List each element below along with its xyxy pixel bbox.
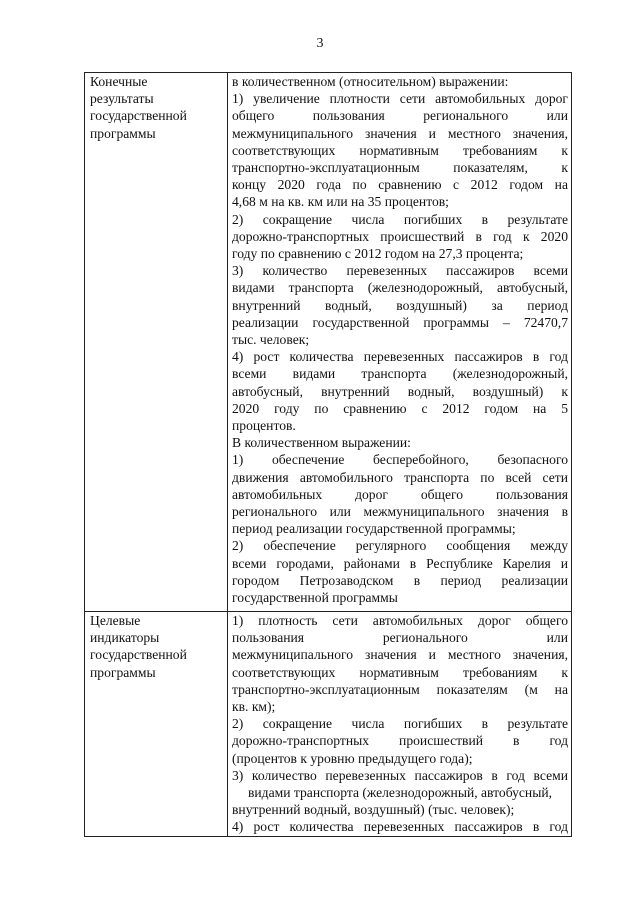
content-line: соответствующих нормативным требованиям к [232, 664, 568, 680]
content-line: видами транспорта (железнодорожный, автобусный, [232, 280, 568, 296]
content-line: период реализации государственной программы; [232, 521, 516, 537]
page-number: 3 [316, 36, 324, 51]
row-content-cell [228, 612, 572, 837]
content-line: всеми городами, районами в Республике Карелия и [232, 555, 568, 571]
content-line: видами транспорта (железнодорожный, автобусный, [247, 785, 553, 801]
content-line: регионального или межмуниципального значения в [232, 504, 568, 520]
row-label-line: Целевые [90, 613, 141, 628]
content-line: внутренний водный, воздушный) (тыс. человек); [232, 802, 515, 818]
row-label-line: государственной [90, 108, 187, 124]
row-label-line: индикаторы [90, 630, 160, 646]
content-line: 3) количество перевезенных пассажиров всеми [232, 263, 568, 279]
program-passport-table [84, 72, 572, 837]
content-line: межмуниципального значения и местного значения, [232, 125, 568, 141]
content-line: (процентов к уровню предыдущего года); [232, 750, 473, 766]
row-label-cell [85, 73, 228, 612]
content-line: 2) сокращение числа погибших в результате [232, 211, 568, 227]
content-line: концу 2020 года по сравнению с 2012 годом на [232, 177, 568, 193]
row-label-line: программы [90, 664, 156, 680]
row-label-line: результаты [90, 91, 154, 107]
content-line: общего пользования регионального или [232, 108, 568, 124]
content-line: 4) рост количества перевезенных пассажиров в год [232, 349, 568, 365]
content-line: дорожно-транспортных происшествий в год к 2020 [232, 228, 568, 244]
content-line: реализации государственной программы – 72470,7 [232, 314, 568, 330]
content-line: 4,68 м на кв. км или на 35 процентов; [232, 194, 449, 210]
content-line: городом Петрозаводском в период реализации [232, 572, 568, 588]
row-label-line: Конечные [90, 74, 148, 89]
content-line: транспортно-эксплуатационным показателям (м на [232, 681, 568, 697]
content-line: автомобильных дорог общего пользования [232, 486, 568, 502]
table-row-final-results [85, 73, 572, 612]
content-line: внутренний водный, воздушный) за период [232, 297, 568, 313]
row-label-line: программы [90, 125, 156, 141]
row-content-cell [228, 73, 572, 612]
content-line: 2) сокращение числа погибших в результате [232, 716, 568, 732]
table-row-target-indicators [85, 612, 572, 837]
content-line: 1) обеспечение бесперебойного, безопасного [232, 452, 568, 468]
content-line: 1) увеличение плотности сети автомобильных дорог [232, 91, 568, 107]
content-line: всеми видами транспорта (железнодорожный, [232, 366, 568, 382]
content-line: 2) обеспечение регулярного сообщения между [232, 538, 568, 554]
content-line: межмуниципального значения и местного значения, [232, 647, 568, 663]
content-line: соответствующих нормативным требованиям к [232, 142, 568, 158]
content-line: В количественном выражении: [232, 435, 411, 451]
content-line: кв. км); [232, 699, 276, 715]
content-line: году по сравнению с 2012 годом на 27,3 процента; [232, 246, 524, 262]
content-line: 3) количество перевезенных пассажиров в год всеми [232, 767, 568, 783]
content-line: 4) рост количества перевезенных пассажиров в год [232, 819, 568, 835]
content-line: пользования регионального или [232, 630, 568, 646]
content-line: государственной программы [232, 590, 398, 606]
content-line: движения автомобильного транспорта по всей сети [232, 469, 568, 485]
row-label-line: государственной [90, 647, 187, 663]
content-line: тыс. человек; [232, 332, 310, 348]
content-line: процентов. [232, 418, 296, 434]
content-line: в количественном (относительном) выражении: [232, 74, 509, 89]
content-line: 2020 году по сравнению с 2012 годом на 5 [232, 400, 568, 416]
content-line: 1) плотность сети автомобильных дорог общего [232, 613, 568, 628]
content-line: транспортно-эксплуатационным показателям, к [232, 160, 568, 176]
content-line: автобусный, внутренний водный, воздушный) к [232, 383, 568, 399]
row-label-cell [85, 612, 228, 837]
content-line: дорожно-транспортных происшествий в год [232, 733, 568, 749]
